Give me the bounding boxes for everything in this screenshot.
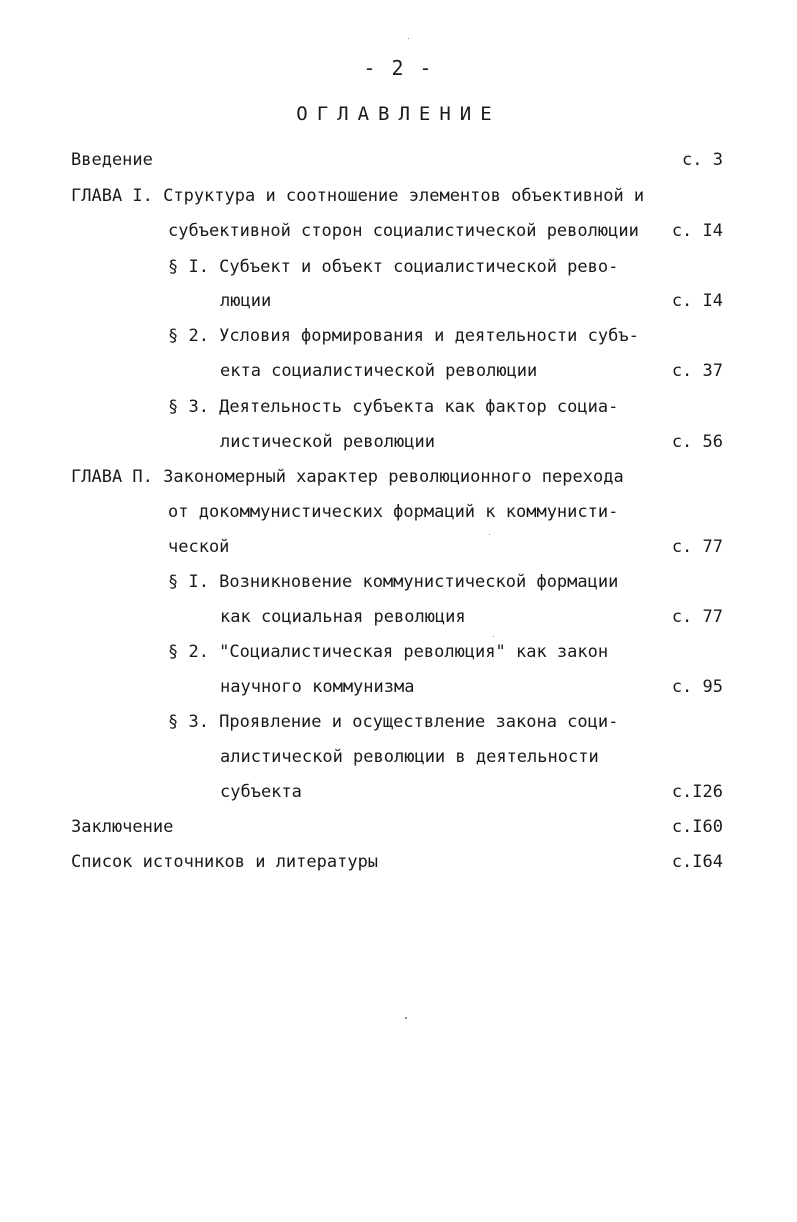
toc-page-section-2-3: с.I26 xyxy=(671,782,723,802)
toc-section-1-1-line-2: люции xyxy=(220,291,272,311)
toc-chapter-1-line-1: ГЛАВА I. Структура и соотношение элементов объективной и xyxy=(71,186,645,206)
toc-section-1-1-line-1: § I. Субъект и объект социалистической рево- xyxy=(168,257,619,277)
toc-entry-bibliography: Список источников и литературы xyxy=(71,852,379,872)
toc-page-chapter-2: с. 77 xyxy=(671,537,723,557)
toc-section-1-3-line-2: листической революции xyxy=(220,432,435,452)
toc-page-section-2-1: с. 77 xyxy=(671,607,723,627)
scan-speck xyxy=(493,636,494,637)
toc-section-2-3-line-3: субъекта xyxy=(220,782,302,802)
toc-page-introduction: с. 3 xyxy=(682,150,723,170)
toc-section-2-2-line-1: § 2. "Социалистическая революция" как закон xyxy=(168,642,609,662)
toc-section-1-3-line-1: § 3. Деятельность субъекта как фактор социа- xyxy=(168,397,619,417)
toc-page-chapter-1: с. I4 xyxy=(671,221,723,241)
scan-speck xyxy=(405,1017,407,1019)
toc-page-section-1-3: с. 56 xyxy=(671,432,723,452)
page-number: - 2 - xyxy=(363,56,434,80)
scan-speck xyxy=(489,534,490,535)
toc-chapter-1-line-2: субъективной сторон социалистической революции xyxy=(168,221,639,241)
toc-chapter-2-line-2: от докоммунистических формаций к коммунисти- xyxy=(168,502,619,522)
toc-page-conclusion: с.I60 xyxy=(671,817,723,837)
toc-page-bibliography: с.I64 xyxy=(671,852,723,872)
toc-section-2-2-line-2: научного коммунизма xyxy=(220,677,415,697)
toc-page-section-2-2: с. 95 xyxy=(671,677,723,697)
scan-speck xyxy=(408,38,409,39)
toc-section-2-1-line-1: § I. Возникновение коммунистической формации xyxy=(168,572,619,592)
toc-title: ОГЛАВЛЕНИЕ xyxy=(296,103,501,125)
toc-chapter-2-line-1: ГЛАВА П. Закономерный характер революционного перехода xyxy=(71,467,624,487)
toc-section-2-3-line-2: алистической революции в деятельности xyxy=(220,747,599,767)
toc-entry-conclusion: Заключение xyxy=(71,817,174,837)
toc-section-1-2-line-1: § 2. Условия формирования и деятельности субъ- xyxy=(168,326,639,346)
toc-section-1-2-line-2: екта социалистической революции xyxy=(220,361,538,381)
toc-entry-introduction: Введение xyxy=(71,150,153,170)
toc-section-2-1-line-2: как социальная революция xyxy=(220,607,466,627)
toc-page-section-1-2: с. 37 xyxy=(671,361,723,381)
toc-chapter-2-line-3: ческой xyxy=(168,537,230,557)
toc-page-section-1-1: с. I4 xyxy=(671,291,723,311)
toc-section-2-3-line-1: § 3. Проявление и осуществление закона соци- xyxy=(168,712,619,732)
